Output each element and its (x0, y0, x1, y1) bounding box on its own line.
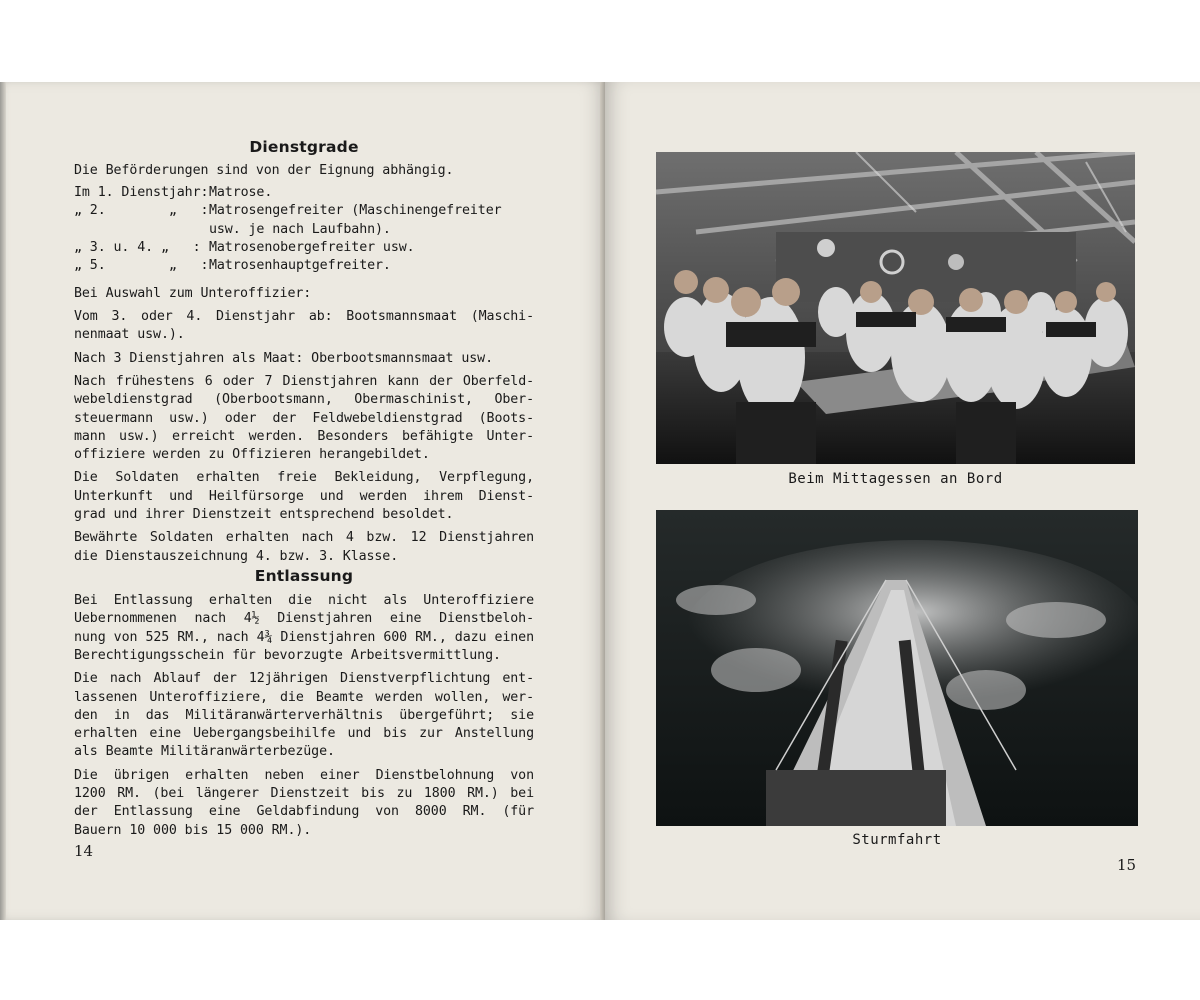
heading-discharge: Entlassung (254, 567, 354, 585)
paragraph-line: den in das Militäranwärterverhältnis übergeführt; sie (74, 707, 534, 723)
rank-name: Matrosengefreiter (Maschinengefreiter (209, 203, 502, 219)
paragraph-line: offiziere werden zu Offizieren herangebildet. (74, 447, 430, 463)
paragraph-line: Bei Entlassung erhalten die nicht als Unteroffiziere (74, 593, 534, 608)
photo-storm-voyage (656, 510, 1138, 826)
rank-period: Im 1. Dienstjahr: (74, 185, 209, 200)
storm-voyage-image (656, 510, 1138, 826)
paragraph-line: 1200 RM. (bei längerer Dienstzeit bis zu 1800 RM.) bei (74, 786, 534, 801)
rank-name: usw. je nach Laufbahn). (209, 221, 391, 237)
paragraph-line: Berechtigungsschein für bevorzugte Arbeitsvermittlung. (74, 647, 501, 663)
rank-row (74, 239, 534, 256)
paragraph-line: Bewährte Soldaten erhalten nach 4 bzw. 12 Dienstjahren (74, 530, 534, 546)
paragraph-line: als Beamte Militäranwärterbezüge. (74, 744, 335, 760)
paragraph-line: Uebernommenen nach 4½ Dienstjahren eine Dienstbeloh- (74, 611, 534, 627)
rank-row (74, 257, 534, 274)
paragraph-line: Nach 3 Dienstjahren als Maat: Oberbootsmannsmaat usw. (74, 350, 493, 366)
paragraph-line: Die übrigen erhalten neben einer Dienstbelohnung von (74, 767, 534, 783)
paragraph-line: Die nach Ablauf der 12jährigen Dienstverpflichtung ent- (74, 671, 534, 687)
rank-row (74, 221, 534, 238)
paragraph-line: grad und ihrer Dienstzeit entsprechend besoldet. (74, 507, 454, 522)
page-edge (0, 82, 6, 920)
paragraph-line: nung von 525 RM., nach 4¾ Dienstjahren 600 RM., dazu einen (74, 629, 534, 645)
nco-intro: Bei Auswahl zum Unteroffizier: (74, 286, 312, 301)
paragraph-line: Bauern 10 000 bis 15 000 RM.). (74, 822, 312, 838)
rank-name: Matrosenhauptgefreiter. (209, 258, 391, 274)
rank-name: Matrose. (209, 185, 273, 200)
photo-mess-deck (656, 152, 1135, 464)
paragraph-line: lassenen Unteroffiziere, die Beamte werden wollen, wer- (74, 689, 534, 705)
ranks-intro: Die Beförderungen sind von der Eignung abhängig. (74, 163, 454, 178)
rank-period: „ 5. „ : (74, 258, 209, 274)
left-page (0, 82, 605, 920)
paragraph-line: steuermann usw.) oder der Feldwebeldienstgrad (Boots- (74, 410, 534, 426)
page-number-right: 15 (1117, 856, 1137, 874)
right-page (605, 82, 1200, 920)
caption-storm-voyage: Sturmfahrt (852, 832, 942, 848)
paragraph-line: Nach frühestens 6 oder 7 Dienstjahren kann der Oberfeld- (74, 373, 534, 389)
mess-deck-image (656, 152, 1135, 464)
paragraph-line: Die Soldaten erhalten freie Bekleidung, Verpflegung, (74, 470, 534, 486)
heading-ranks: Dienstgrade (249, 138, 359, 156)
caption-mess-deck: Beim Mittagessen an Bord (788, 471, 1003, 487)
paragraph-line: webeldienstgrad (Oberbootsmann, Obermaschinist, Ober- (74, 392, 534, 408)
rank-row (74, 202, 534, 219)
rank-period: „ 3. u. 4. „ : (74, 239, 201, 255)
page-number-left: 14 (74, 842, 94, 860)
paragraph-line: der Entlassung eine Geldabfindung von 8000 RM. (für (74, 804, 534, 820)
rank-name: Matrosenobergefreiter usw. (209, 239, 415, 255)
rank-period: „ 2. „ : (74, 203, 209, 219)
rank-row (74, 184, 534, 201)
paragraph-line: mann usw.) erreicht werden. Besonders befähigte Unter- (74, 428, 534, 444)
paragraph-line: die Dienstauszeichnung 4. bzw. 3. Klasse. (74, 548, 399, 564)
paragraph-line: nenmaat usw.). (74, 327, 185, 343)
paragraph-line: erhalten eine Uebergangsbeihilfe und bis zur Anstellung (74, 726, 534, 742)
paragraph-line: Unterkunft und Heilfürsorge und werden ihrem Dienst- (74, 488, 534, 504)
paragraph-line: Vom 3. oder 4. Dienstjahr ab: Bootsmannsmaat (Maschi- (74, 309, 534, 324)
book-spread (0, 82, 1200, 920)
